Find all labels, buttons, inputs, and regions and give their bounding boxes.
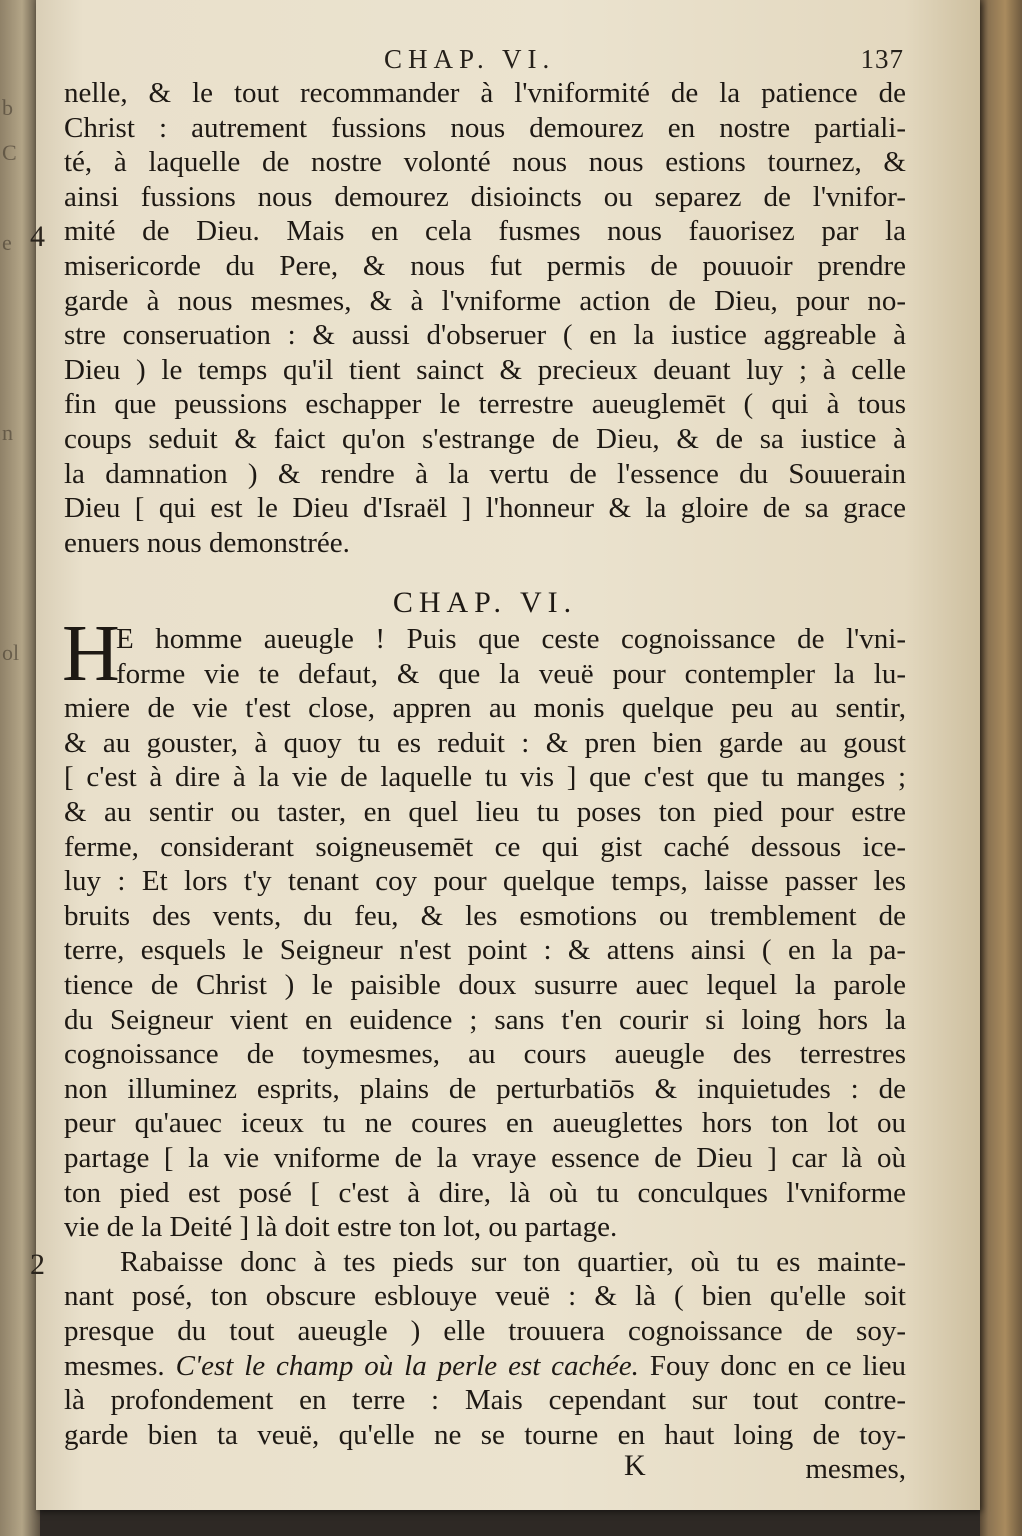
text-line — [64, 1245, 906, 1279]
paragraph-first-line: Rabaisse donc à tes pieds sur ton quartier, où tu es mainte- — [120, 1245, 906, 1278]
text-line: Dieu [ qui est le Dieu d'Israël ] l'honneur & la gloire de sa grace — [64, 492, 906, 525]
margin-number: 2 — [30, 1248, 45, 1281]
text-line: garde bien ta veuë, qu'elle ne se tourne en haut loing de toy- — [64, 1418, 906, 1451]
running-head — [384, 42, 904, 72]
text-line: misericorde du Pere, & nous fut permis de pouuoir prendre — [64, 250, 906, 282]
signature-mark: K — [624, 1449, 646, 1482]
margin-number: 4 — [30, 220, 45, 253]
text-run: mesmes. — [64, 1349, 176, 1382]
text-line: Dieu ) le temps qu'il tient sainct & precieux deuant luy ; à celle — [64, 353, 906, 386]
catchword: mesmes, — [805, 1453, 906, 1485]
text-line: bruits des vents, du feu, & les esmotions ou tremblement de — [64, 899, 906, 932]
drop-cap: H — [62, 610, 120, 698]
text-line: non illuminez esprits, plains de perturbatiōs & inquietudes : de — [64, 1072, 906, 1105]
second-line-text: forme vie te defaut, & que la veuë pour contempler la lu- — [116, 657, 906, 690]
chapter-heading: CHAP. VI. — [392, 586, 578, 619]
facing-page-fragment: e — [2, 230, 12, 255]
text-line: ferme, considerant soigneusemēt ce qui gist caché dessous ice- — [64, 830, 906, 863]
facing-page-fragment: b — [2, 95, 13, 120]
text-line: enuers nous demonstrée. — [64, 526, 350, 559]
text-line: fin que peussions eschapper le terrestre aueuglemēt ( qui à tous — [64, 388, 906, 421]
text-line: garde à nous mesmes, & à l'vniforme action de Dieu, pour no- — [64, 284, 906, 317]
facing-page-fragment: C — [2, 140, 17, 165]
text-run: Fouy donc en ce lieu — [638, 1349, 906, 1382]
page-fore-edge — [980, 0, 1022, 1536]
text-line: presque du tout aueugle ) elle trouuera cognoissance de soy- — [64, 1315, 906, 1347]
page-number: 137 — [860, 44, 904, 74]
text-line: luy : Et lors t'y tenant coy pour quelque temps, laisse passer les — [64, 865, 906, 898]
text-line: la damnation ) & rendre à la vertu de l'essence du Souuerain — [64, 457, 906, 490]
text-line: Christ : autrement fussions nous demourez en nostre partiali- — [64, 111, 906, 144]
text-line — [64, 1349, 906, 1383]
text-line: miere de vie t'est close, appren au monis quelque peu au sentir, — [64, 692, 906, 725]
text-line: & au gouster, à quoy tu es reduit : & pren bien garde au goust — [64, 726, 906, 759]
text-line: nant posé, ton obscure esblouye veuë : & là ( bien qu'elle soit — [64, 1280, 906, 1313]
text-line: vie de la Deité ] là doit estre ton lot, ou partage. — [64, 1211, 618, 1244]
first-line-text: E homme aueugle ! Puis que ceste cognoissance de l'vni- — [116, 623, 906, 655]
text-line: du Seigneur vient en euidence ; sans t'en courir si loing hors la — [64, 1003, 906, 1036]
text-line: là profondement en terre : Mais cependant sur tout contre- — [64, 1384, 906, 1417]
text-line: coups seduit & faict qu'on s'estrange de Dieu, & de sa iustice à — [64, 423, 906, 455]
text-line: stre conseruation : & aussi d'obseruer ( en la iustice aggreable à — [64, 319, 906, 352]
text-line: & au sentir ou taster, en quel lieu tu poses ton pied pour estre — [64, 796, 906, 828]
text-line: tience de Christ ) le paisible doux susurre auec lequel la parole — [64, 969, 906, 1001]
italic-quotation: C'est le champ où la perle est cachée. — [175, 1349, 639, 1382]
text-line: nelle, & le tout recommander à l'vniformité de la patience de — [64, 77, 906, 109]
text-line: ainsi fussions nous demourez disioincts ou separez de l'vnifor- — [64, 180, 906, 213]
text-line — [64, 657, 906, 691]
text-line: té, à laquelle de nostre volonté nous nous estions tournez, & — [64, 146, 906, 179]
text-line: [ c'est à dire à la vie de laquelle tu vis ] que c'est que tu manges ; — [64, 761, 906, 794]
facing-page-fragment: ol — [2, 640, 20, 665]
running-head-title: CHAP. VI. — [384, 44, 556, 74]
facing-page-fragment: n — [2, 420, 13, 445]
text-line: peur qu'auec iceux tu ne coures en aueuglettes hors ton lot ou — [64, 1107, 906, 1140]
text-line: terre, esquels le Seigneur n'est point : & attens ainsi ( en la pa- — [64, 934, 906, 967]
text-line: cognoissance de toymesmes, au cours aueugle des terrestres — [64, 1038, 906, 1071]
text-line: ton pied est posé [ c'est à dire, là où tu conculques l'vniforme — [64, 1176, 906, 1209]
text-line: mité de Dieu. Mais en cela fusmes nous fauorisez par la — [64, 215, 906, 248]
text-line: partage [ la vie vniforme de la vraye essence de Dieu ] car là où — [64, 1142, 906, 1174]
book-page — [30, 0, 980, 1510]
